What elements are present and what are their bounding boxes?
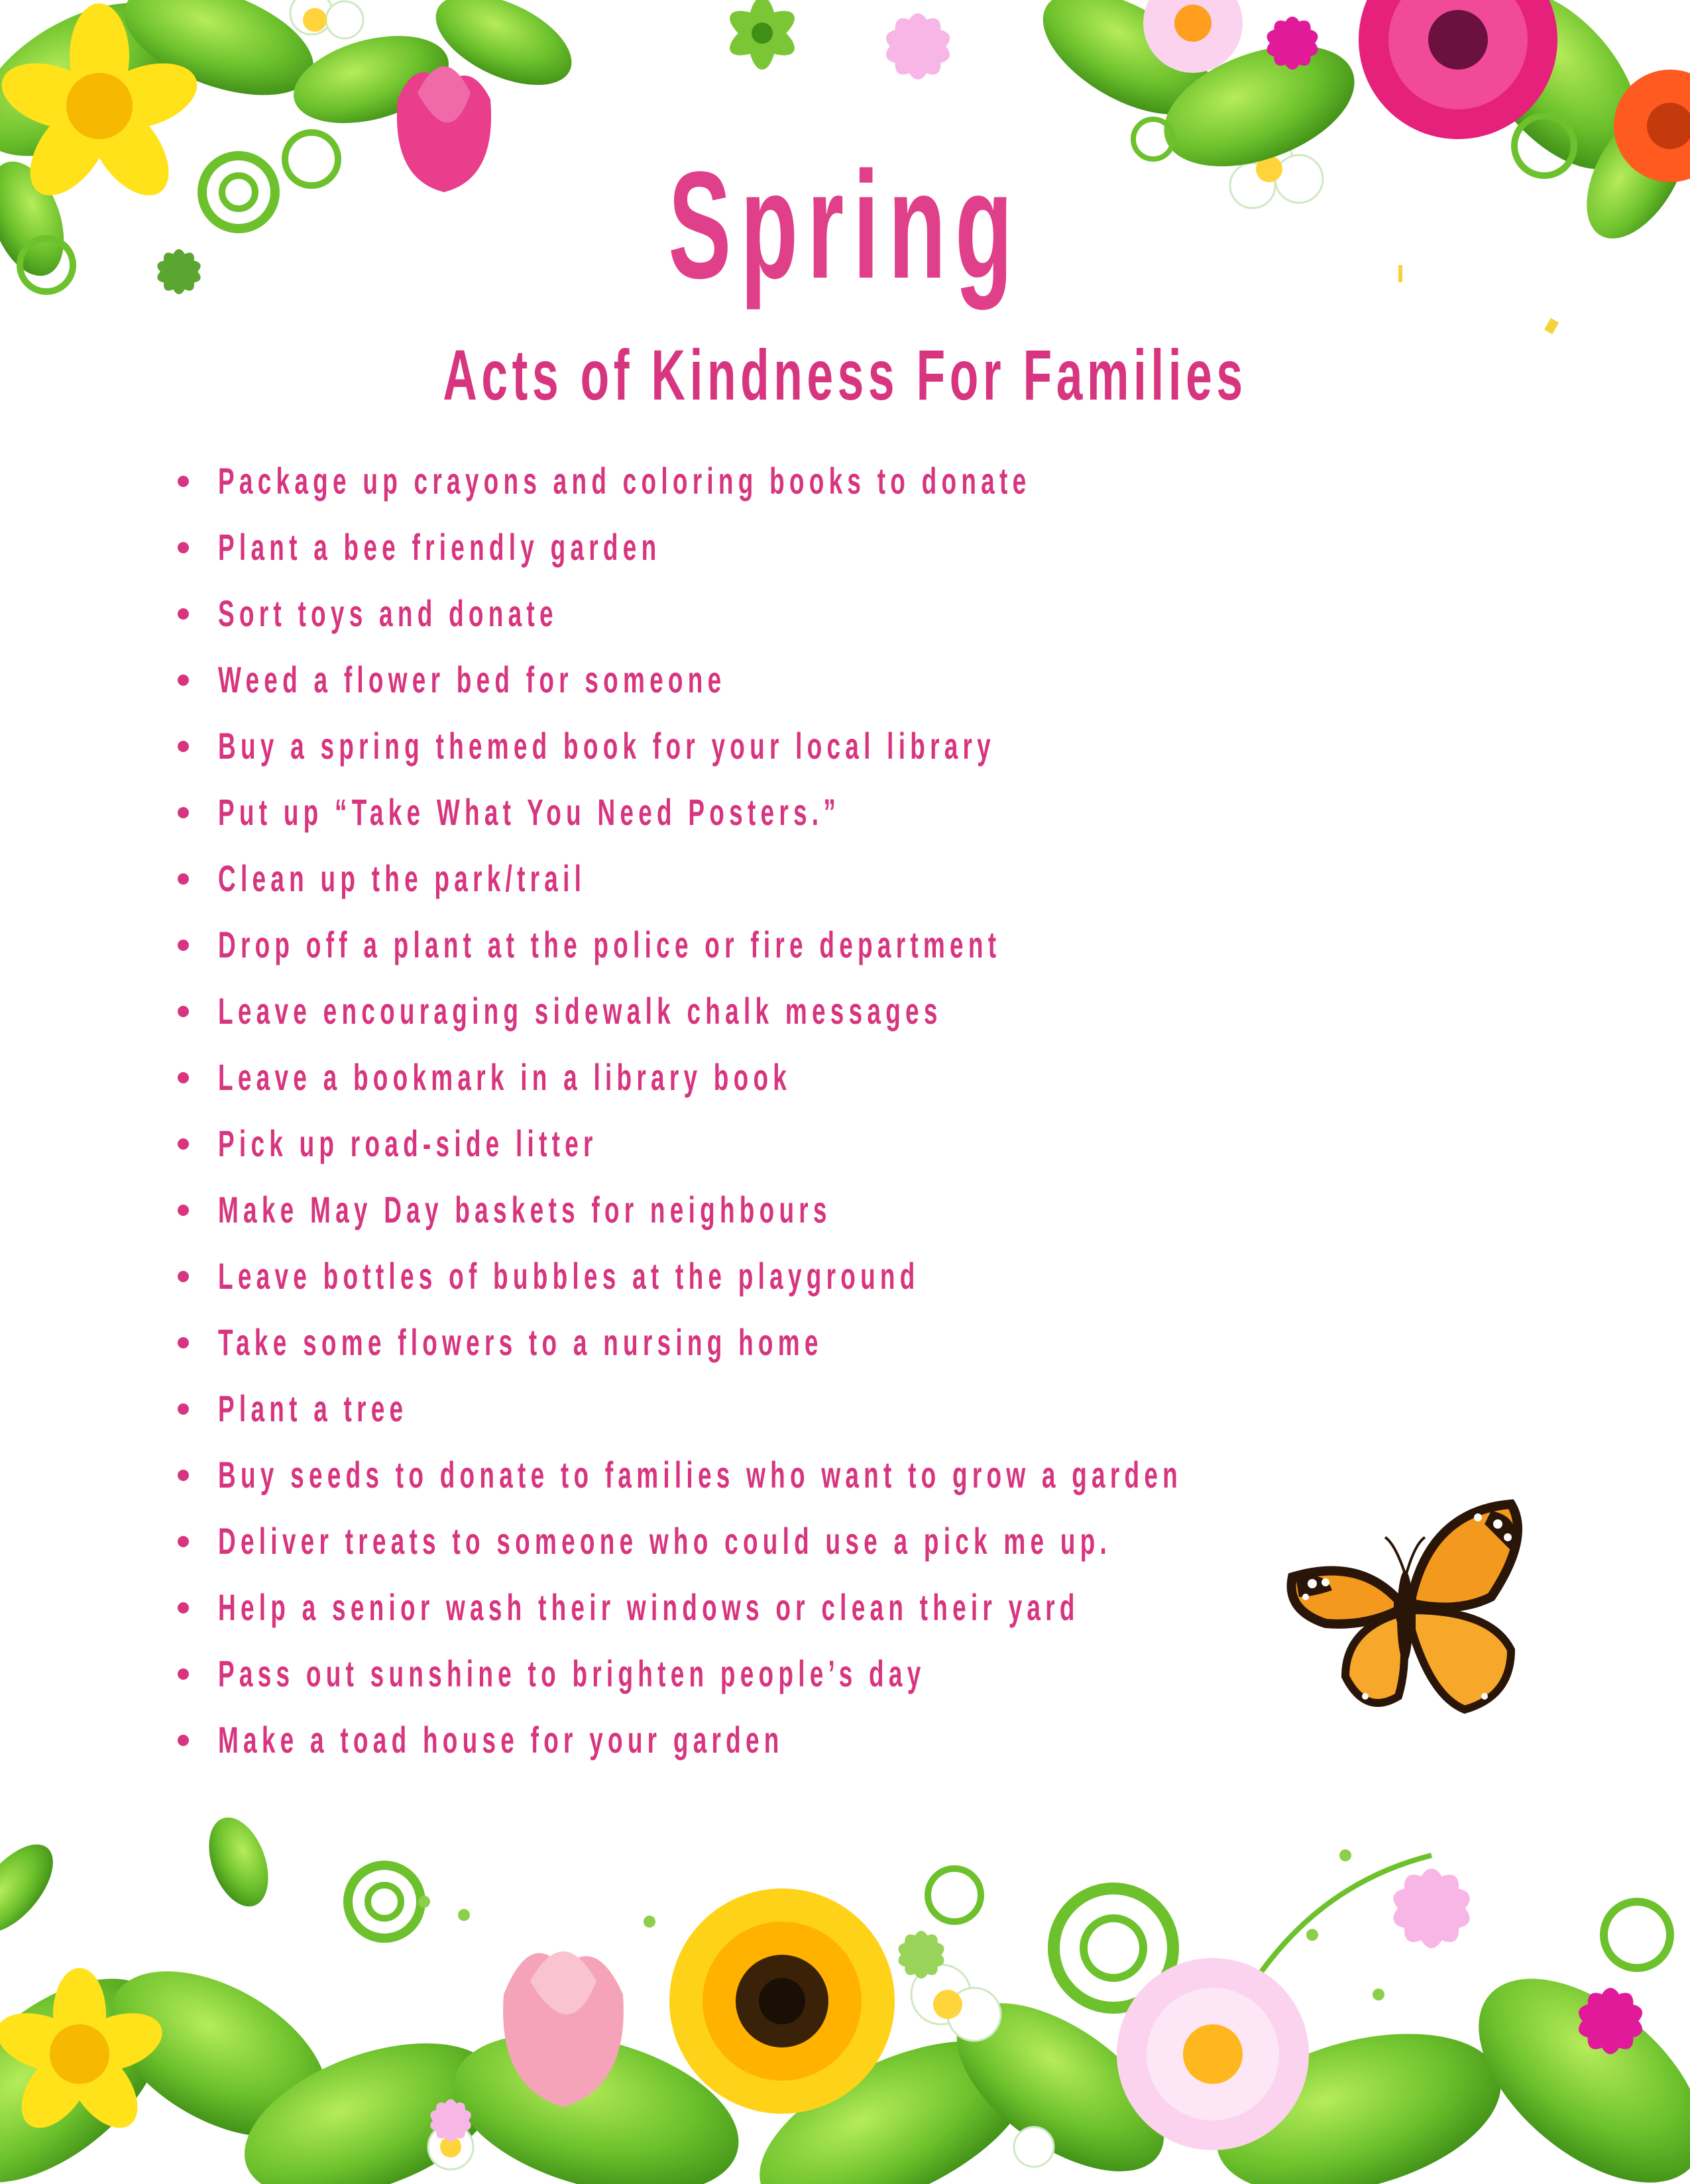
list-item xyxy=(171,1442,1430,1508)
bullet-dot-icon xyxy=(178,807,189,818)
bullet-dot-icon xyxy=(178,476,189,487)
list-item-text: Pick up road-side litter xyxy=(218,1122,598,1164)
list-item xyxy=(171,580,1430,647)
list-item xyxy=(171,1707,1430,1773)
bullet-dot-icon xyxy=(178,1072,189,1083)
list-item-text: Make a toad house for your garden xyxy=(218,1719,784,1761)
list-item xyxy=(171,1641,1430,1707)
list-item-text: Buy seeds to donate to families who want to grow a garden xyxy=(218,1454,1183,1496)
list-item-text: Help a senior wash their windows or clean their yard xyxy=(218,1586,1080,1628)
list-item-text: Put up “Take What You Need Posters.” xyxy=(218,791,841,833)
list-item-text: Clean up the park/trail xyxy=(218,857,587,899)
list-item-text: Plant a bee friendly garden xyxy=(218,526,661,568)
page-subtitle: Acts of Kindness For Families xyxy=(443,335,1247,415)
bullet-dot-icon xyxy=(178,1403,189,1415)
list-item xyxy=(171,1044,1430,1111)
list-item xyxy=(171,779,1430,846)
list-item-text: Buy a spring themed book for your local library xyxy=(218,725,995,767)
bullet-dot-icon xyxy=(178,873,189,885)
list-item xyxy=(171,713,1430,779)
list-item-text: Weed a flower bed for someone xyxy=(218,659,726,700)
bullet-dot-icon xyxy=(178,1470,189,1481)
list-item-text: Leave bottles of bubbles at the playground xyxy=(218,1255,920,1297)
bullet-dot-icon xyxy=(178,675,189,686)
bullet-dot-icon xyxy=(178,1205,189,1216)
list-item-text: Package up crayons and coloring books to donate xyxy=(218,460,1031,502)
list-item xyxy=(171,846,1430,912)
bullet-dot-icon xyxy=(178,608,189,620)
bullet-dot-icon xyxy=(178,1006,189,1017)
bullet-dot-icon xyxy=(178,542,189,553)
list-item xyxy=(171,1177,1430,1243)
list-item-text: Drop off a plant at the police or fire department xyxy=(218,924,1001,965)
bullet-dot-icon xyxy=(178,1602,189,1613)
page-title: Spring xyxy=(668,140,1022,310)
list-item-text: Pass out sunshine to brighten people’s day xyxy=(218,1653,926,1694)
list-item xyxy=(171,1574,1430,1641)
bullet-dot-icon xyxy=(178,1536,189,1547)
list-item xyxy=(171,514,1430,580)
list-item xyxy=(171,1111,1430,1177)
list-item xyxy=(171,448,1430,514)
kindness-list xyxy=(171,448,1430,1773)
list-item-text: Make May Day baskets for neighbours xyxy=(218,1189,832,1230)
list-item xyxy=(171,1243,1430,1309)
list-item-text: Plant a tree xyxy=(218,1388,408,1429)
list-item xyxy=(171,912,1430,978)
bullet-dot-icon xyxy=(178,1138,189,1150)
list-item xyxy=(171,978,1430,1044)
butterfly-icon xyxy=(1279,1498,1531,1729)
bullet-dot-icon xyxy=(178,1337,189,1348)
list-item-text: Take some flowers to a nursing home xyxy=(218,1321,823,1363)
bullet-dot-icon xyxy=(178,1271,189,1282)
list-item-text: Leave encouraging sidewalk chalk messages xyxy=(218,990,942,1032)
list-item xyxy=(171,1309,1430,1376)
list-item-text: Deliver treats to someone who could use a pick me up. xyxy=(218,1520,1112,1562)
floral-border-bottom-icon xyxy=(0,1802,1690,2184)
list-item xyxy=(171,647,1430,713)
bullet-dot-icon xyxy=(178,940,189,951)
bullet-dot-icon xyxy=(178,1735,189,1746)
bullet-dot-icon xyxy=(178,1668,189,1680)
list-item-text: Sort toys and donate xyxy=(218,592,558,634)
list-item xyxy=(171,1376,1430,1442)
list-item-text: Leave a bookmark in a library book xyxy=(218,1056,792,1098)
list-item xyxy=(171,1508,1430,1574)
bullet-dot-icon xyxy=(178,741,189,752)
